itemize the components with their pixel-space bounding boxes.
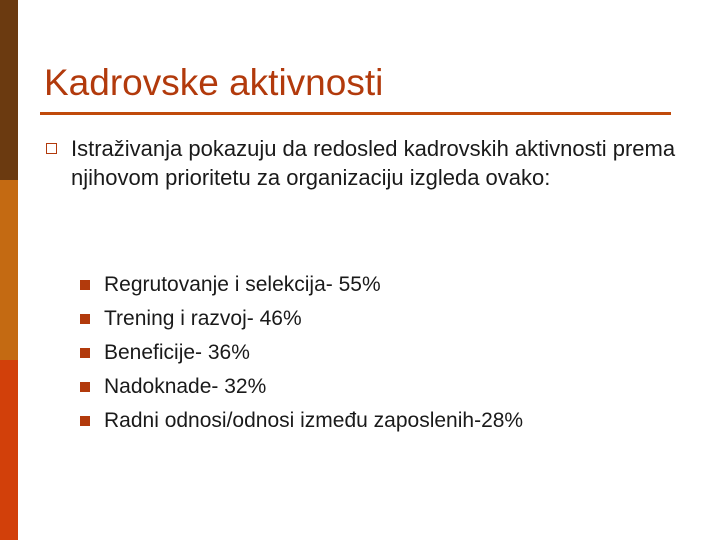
side-bar-segment-middle [0, 180, 18, 360]
list-item-label: Trening i razvoj- 46% [104, 307, 302, 330]
side-color-bar [0, 0, 18, 540]
intro-paragraph: Istraživanja pokazuju da redosled kadrovskih aktivnosti prema njihovom prioritetu za organizaciju izgleda ovako: [71, 136, 676, 190]
square-bullet-icon [80, 280, 90, 290]
side-bar-segment-top [0, 0, 18, 180]
square-bullet-icon [80, 416, 90, 426]
square-bullet-icon [80, 348, 90, 358]
square-bullet-icon [80, 382, 90, 392]
side-bar-segment-bottom [0, 360, 18, 540]
hollow-square-bullet-icon [46, 143, 57, 154]
title-underline [40, 112, 671, 115]
list-item-label: Radni odnosi/odnosi između zaposlenih-28% [104, 409, 524, 432]
list-item-label: Nadoknade- 32% [104, 375, 267, 398]
list-item-label: Beneficije- 36% [104, 341, 250, 364]
square-bullet-icon [80, 314, 90, 324]
list-item-label: Regrutovanje i selekcija- 55% [104, 273, 381, 296]
slide-title: Kadrovske aktivnosti [44, 62, 384, 103]
